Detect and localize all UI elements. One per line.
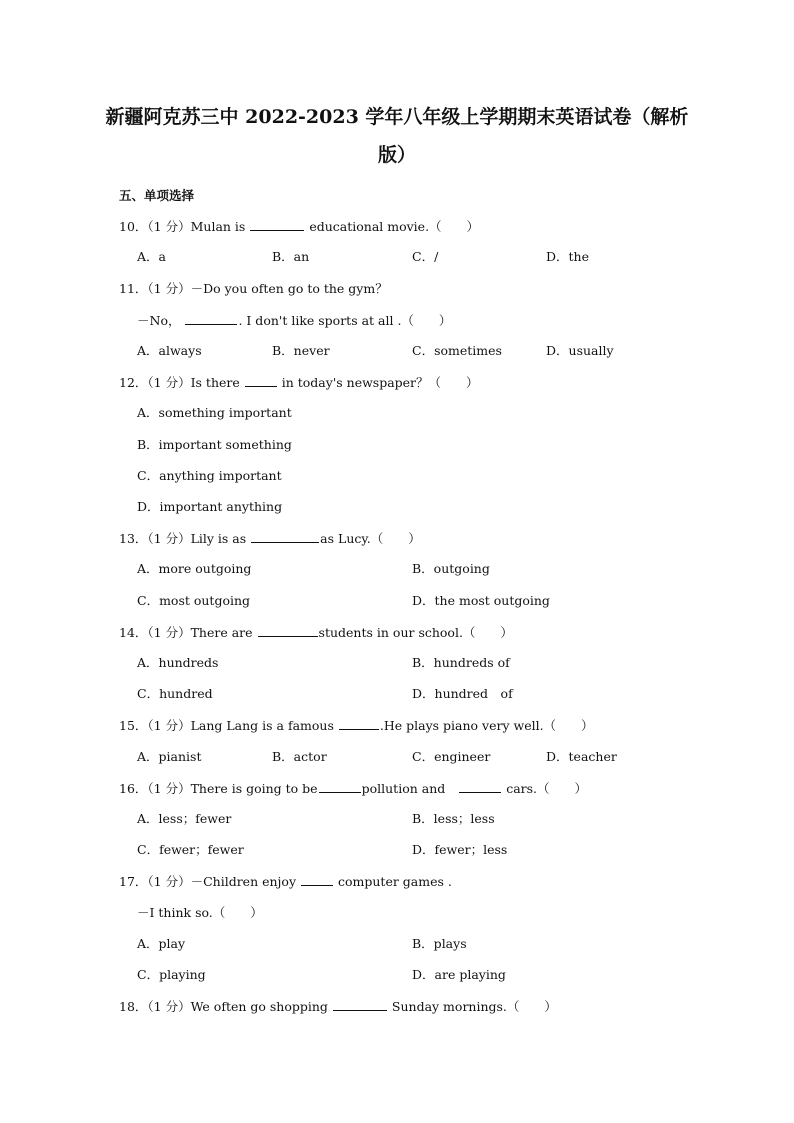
- question-text: as Lucy.（ ）: [320, 531, 421, 546]
- option-a[interactable]: A．pianist: [137, 749, 202, 764]
- question-number: 13．（1 分）: [119, 531, 191, 546]
- option-c[interactable]: C．anything important: [137, 468, 282, 483]
- answer-blank[interactable]: [251, 530, 319, 543]
- question-text: .He plays piano very well.（ ）: [379, 718, 594, 733]
- option-d[interactable]: D．the most outgoing: [412, 593, 550, 608]
- option-d[interactable]: D．are playing: [412, 967, 506, 982]
- question-text: Sunday mornings.（ ）: [391, 999, 557, 1014]
- question-text: －Children enjoy: [190, 874, 297, 889]
- option-a[interactable]: A．a: [137, 249, 166, 264]
- answer-blank[interactable]: [301, 873, 333, 886]
- question-text: There are: [190, 625, 253, 640]
- option-d[interactable]: D．hundred of: [412, 686, 513, 701]
- option-d[interactable]: D．fewer；less: [412, 842, 508, 857]
- answer-blank[interactable]: [459, 780, 501, 793]
- option-a[interactable]: A．always: [137, 343, 202, 358]
- option-b[interactable]: B．outgoing: [412, 561, 490, 576]
- question-number: 15．（1 分）: [119, 718, 191, 733]
- question-text: cars.（ ）: [506, 781, 588, 796]
- option-c[interactable]: C．fewer；fewer: [137, 842, 244, 857]
- option-b[interactable]: B．less；less: [412, 811, 495, 826]
- dialogue-text: . I don't like sports at all .（ ）: [238, 313, 452, 328]
- question-number: 18．（1 分）: [119, 999, 191, 1014]
- question-number: 14．（1 分）: [119, 625, 191, 640]
- question-text: We often go shopping: [190, 999, 328, 1014]
- answer-blank[interactable]: [245, 374, 277, 387]
- question-text: in today's newspaper？（ ）: [281, 375, 479, 390]
- question-text: computer games .: [337, 874, 452, 889]
- question-text: students in our school.（ ）: [318, 625, 513, 640]
- answer-blank[interactable]: [339, 717, 379, 730]
- option-c[interactable]: C．sometimes: [412, 343, 502, 358]
- question-15: [119, 717, 594, 734]
- section-heading: 五、单项选择: [119, 188, 195, 203]
- answer-blank[interactable]: [250, 218, 304, 231]
- option-b[interactable]: B．never: [272, 343, 330, 358]
- question-17: [119, 873, 452, 890]
- question-number: 12．（1 分）: [119, 375, 191, 390]
- question-16: [119, 780, 587, 797]
- option-a[interactable]: A．less；fewer: [137, 811, 232, 826]
- option-a[interactable]: A．hundreds: [137, 655, 219, 670]
- option-c[interactable]: C．/: [412, 249, 439, 264]
- question-text: pollution and: [361, 781, 446, 796]
- option-c[interactable]: C．engineer: [412, 749, 491, 764]
- option-d[interactable]: D．usually: [546, 343, 614, 358]
- answer-blank[interactable]: [258, 624, 318, 637]
- option-d[interactable]: D．important anything: [137, 499, 283, 514]
- question-number: 16．（1 分）: [119, 781, 191, 796]
- question-number: 11．（1 分）: [119, 281, 191, 296]
- answer-blank[interactable]: [319, 780, 361, 793]
- question-text: －Do you often go to the gym？: [190, 281, 388, 296]
- question-11-dialogue: [137, 312, 451, 329]
- option-a[interactable]: A．more outgoing: [137, 561, 252, 576]
- question-10: [119, 218, 479, 235]
- question-text: Lily is as: [190, 531, 247, 546]
- option-c[interactable]: C．hundred: [137, 686, 213, 701]
- question-11: [119, 281, 388, 297]
- question-text: educational movie.（ ）: [309, 219, 480, 234]
- question-text: Mulan is: [190, 219, 246, 234]
- question-12: [119, 374, 479, 391]
- option-b[interactable]: B．an: [272, 249, 310, 264]
- question-14: [119, 624, 513, 641]
- question-text: There is going to be: [190, 781, 318, 796]
- option-b[interactable]: B．actor: [272, 749, 327, 764]
- question-13: [119, 530, 421, 547]
- question-number: 10．（1 分）: [119, 219, 191, 234]
- answer-blank[interactable]: [185, 312, 237, 325]
- option-b[interactable]: B．important something: [137, 437, 292, 452]
- question-text: Lang Lang is a famous: [190, 718, 334, 733]
- question-number: 17．（1 分）: [119, 874, 191, 889]
- question-18: [119, 998, 557, 1015]
- question-text: Is there: [190, 375, 240, 390]
- option-c[interactable]: C．playing: [137, 967, 206, 982]
- option-c[interactable]: C．most outgoing: [137, 593, 251, 608]
- question-17-dialogue: －I think so.（ ）: [137, 905, 263, 920]
- option-b[interactable]: B．hundreds of: [412, 655, 510, 670]
- option-d[interactable]: D．the: [546, 249, 589, 264]
- option-a[interactable]: A．something important: [137, 405, 292, 420]
- option-a[interactable]: A．play: [137, 936, 186, 951]
- document-title: 新疆阿克苏三中 2022-2023 学年八年级上学期期末英语试卷（解析版）: [105, 106, 689, 166]
- option-d[interactable]: D．teacher: [546, 749, 617, 764]
- answer-blank[interactable]: [333, 998, 387, 1011]
- option-b[interactable]: B．plays: [412, 936, 467, 951]
- dialogue-text: －No，: [137, 313, 181, 328]
